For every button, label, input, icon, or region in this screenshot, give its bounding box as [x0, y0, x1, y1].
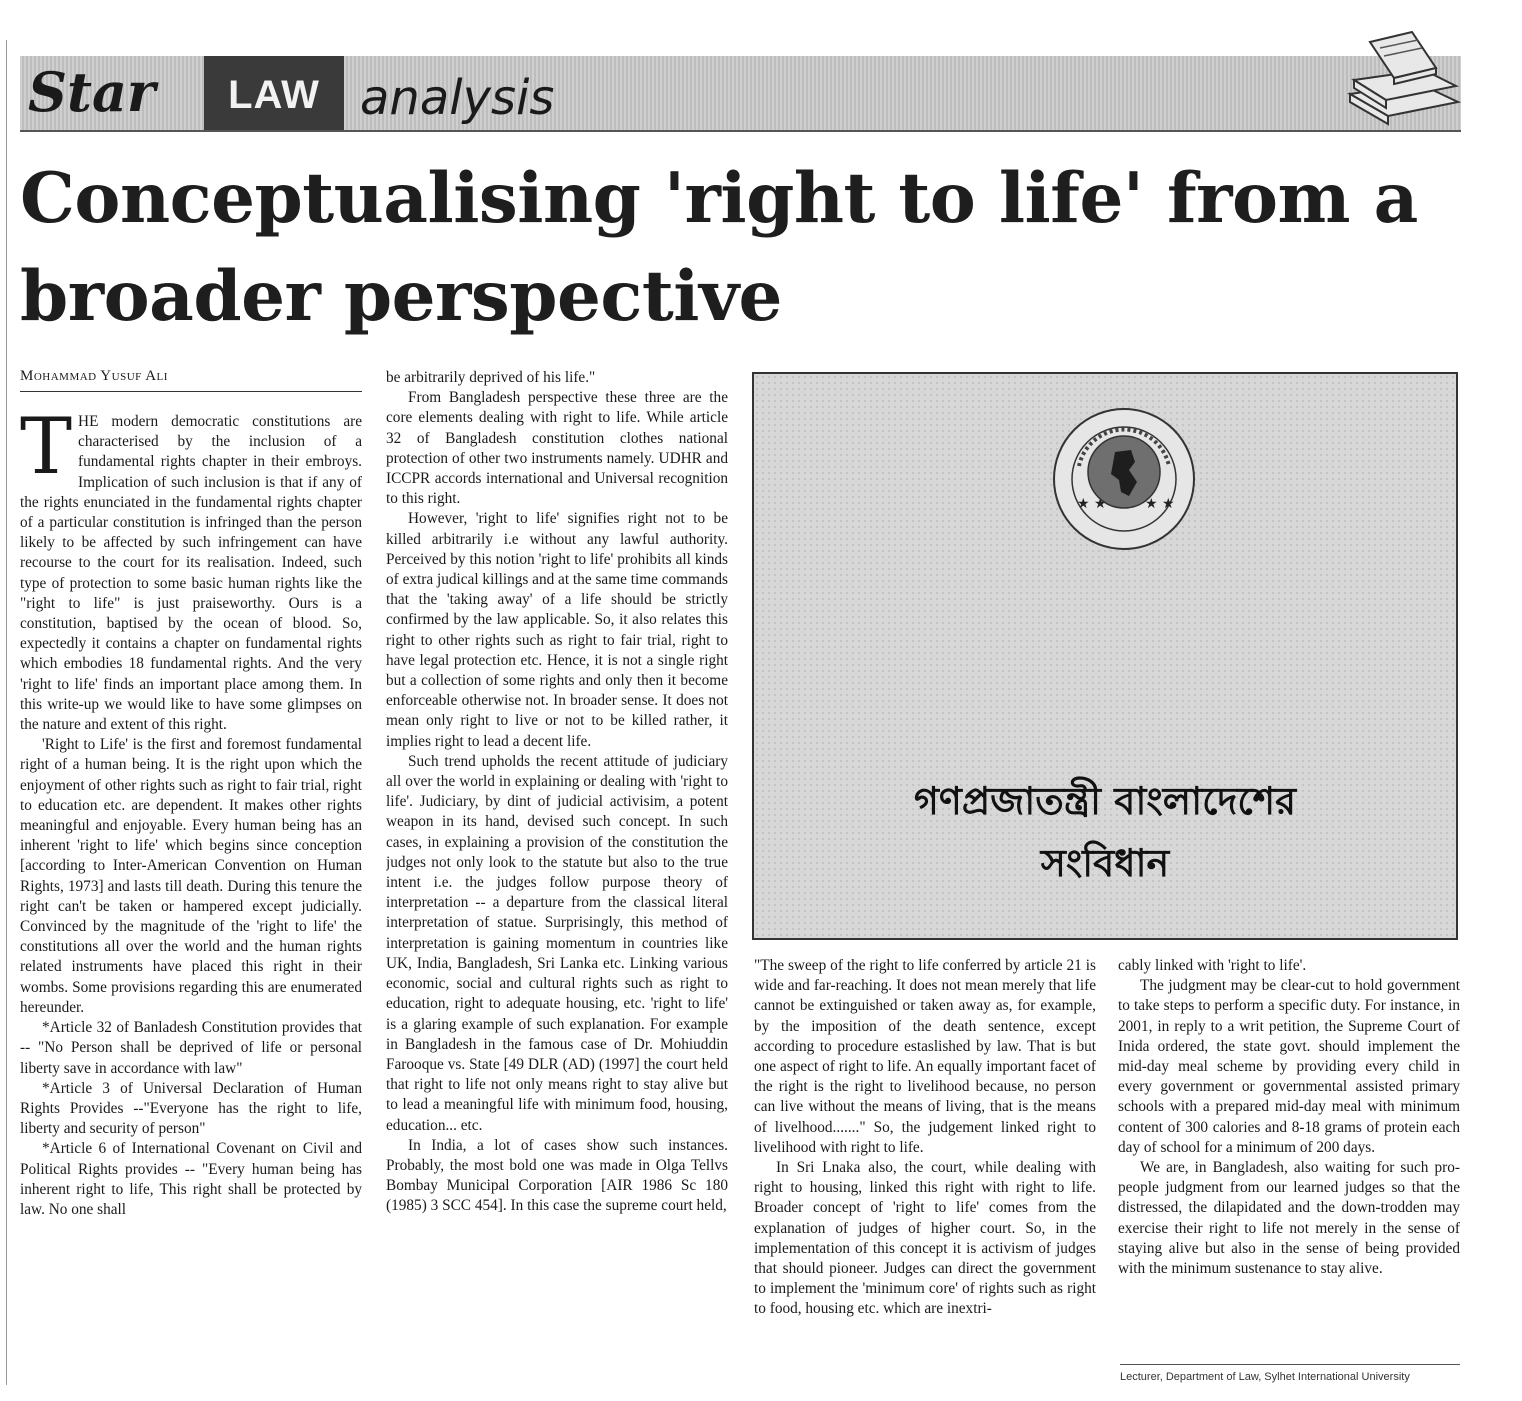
figure-title-line-1: গণপ্রজাতন্ত্রী বাংলাদেশের	[913, 779, 1296, 823]
article-column-4	[1118, 956, 1460, 1348]
body-paragraph: The judgment may be clear-cut to hold government to take steps to perform a specific duty. For instance, in 2001, in reply to a writ petition, the Supreme Court of Inida ordered, the state govt. should implement the mid-day meal scheme by providing every child in every government or governmental assisted primary schools with a prepared mid-day meal with minimum content of 300 calories and 8-18 grams of protein each day of school for a minimum of 200 days.	[1118, 977, 1460, 1156]
quote-paragraph: *Article 6 of International Covenant on Civil and Political Rights provides -- "Every human being has inherent right to life, This right shall be protected by law. No one shall	[20, 1140, 362, 1218]
quote-paragraph: *Article 3 of Universal Declaration of Human Rights Provides --"Everyone has the right to life, liberty and security of person"	[20, 1079, 362, 1138]
author-byline: Mohammad Yusuf Ali	[20, 368, 362, 392]
article-column-1	[20, 412, 362, 1387]
government-seal-icon	[1049, 404, 1199, 554]
svg-text:★ ★: ★ ★	[1077, 496, 1107, 512]
section-tagline: analysis	[360, 70, 555, 126]
body-paragraph: We are, in Bangladesh, also waiting for such pro-people judgment from our learned judges so that the distressed, the dilapidated and the down-trodden may exercise their right to life not merely in the sense of staying alive but also in the sense of being provided with the minimum sustenance to stay alive.	[1118, 1159, 1460, 1278]
brand-logo: Star	[28, 60, 156, 124]
drop-cap: T	[20, 412, 73, 492]
page-edge-rule	[6, 40, 7, 1385]
masthead	[20, 56, 1461, 132]
body-paragraph: However, 'right to life' signifies right not to be killed arbitrarily i.e without any lawful authority. Perceived by this notion 'right to life' prohibits all kinds of extra judical killings and at the same time commands that the 'taking away' of a life should be strictly confirmed by the law applicable. So, it also relates this right to other rights such as right to fair trial, right to have legal protection etc. Hence, it is not a single right but a collection of some rights and only then it become enforceable otherwise not. In broader sense. It does not mean only right to live or not to be killed rather, it implies right to lead a decent life.	[386, 510, 728, 750]
body-paragraph: Such trend upholds the recent attitude of judiciary all over the world in explaining or dealing with 'right to life'. Judiciary, by dint of judicial activisim, a potent weapon in its hand, devised such concept. In such cases, in explaining a provision of the constitution the judges not only look to the statute but also to the true intent i.e. the judges follow purpose theory of interpretation -- a departure from the classical literal interpretation of statue. Surprisingly, this method of interpretation is gaining momentum in countries like UK, India, Bangladesh, Sri Lanka etc. Linking various economic, social and cultural rights such as right to education, right to adequate housing, etc. 'right to life' is a glaring example of such explanation. For example in Bangladesh in the famous case of Dr. Mohiuddin Farooque vs. State [49 DLR (AD) (1997] the court held that right to life not only means right to stay alive but to lead a meaningful life with minimum food, housing, education... etc.	[386, 752, 728, 1134]
section-label: LAW	[204, 56, 344, 130]
quote-paragraph: "The sweep of the right to life conferred by article 21 is wide and far-reaching. It does not mean merely that life cannot be extinguished or taken away as, for example, by the imposition of the death sentence, except according to procedure estaslished by law. That is but one aspect of right to life. An equally important facet of the right is the right to livelihood because, no person can live without the means of living, that is the means of livelhood......." So, the judgement linked right to livelihood with right to life.	[754, 957, 1096, 1156]
body-paragraph: be arbitrarily deprived of his life."	[386, 369, 596, 386]
figure-title	[754, 770, 1456, 894]
body-paragraph: 'Right to Life' is the first and foremost fundamental right of a human being. It is the right upon which the enjoyment of other rights such as right to fair trial, right to education etc. are dependent. It makes other rights meaningful and enjoyable. Every human being has an inherent 'right to life' which begins since conception [according to Inter-American Convention on Human Rights, 1973] and lasts till death. During this tenure the right can't be taken or hampered except judicially. Convinced by the magnitude of the 'right to life' the constitutions all over the world and the human rights related instruments have placed this right in their wombs. Some provisions regarding this are enumerated hereunder.	[20, 736, 362, 1016]
constitution-cover-image	[752, 372, 1458, 940]
body-paragraph: From Bangladesh perspective these three are the core elements dealing with right to life. While article 32 of Bangladesh constitution clothes national protection of other two instruments namely. UDHR and ICCPR accords international and Universal recognition to this right.	[386, 389, 728, 508]
body-paragraph: In Sri Lnaka also, the court, while dealing with right to housing, linked this right with right to life. Broader concept of 'right to life' comes from the explanation of judges of higher court. So, in the implementation of this concept it is activism of judges that should pioneer. Judges can direct the government to implement the 'minimum core' of rights such as right to food, housing etc. which are inextri-	[754, 1159, 1096, 1318]
books-icon	[1340, 24, 1464, 132]
intro-paragraph: THE modern democratic constitutions are characterised by the inclusion of a fundamental rights chapter in their embroys. Implication of such inclusion is that if any of the rights enunciated in the fundamental rights chapter of a particular constitution is infringed than the person likely to be affected by such infringement can have recourse to the court for its realisation. Indeed, such type of protection to some basic human rights like the "right to life" is just praiseworthy. Ours is a constitution, baptised by the ocean of blood. So, expectedly it contains a chapter on fundamental rights which embodies 18 fundamental rights. And the very 'right to life' finds an important place among them. In this write-up we would like to have some glimpses on the nature and extent of this right.	[20, 412, 362, 734]
svg-text:★ ★: ★ ★	[1145, 496, 1175, 512]
article-headline: Conceptualising 'right to life' from a broader perspective	[20, 158, 1418, 337]
body-paragraph: cably linked with 'right to life'.	[1118, 957, 1307, 974]
article-column-2	[386, 368, 728, 1388]
article-column-3	[754, 956, 1096, 1388]
quote-paragraph: *Article 32 of Banladesh Constitution provides that -- "No Person shall be deprived of life or personal liberty save in accordance with law"	[20, 1019, 362, 1077]
author-affiliation: Lecturer, Department of Law, Sylhet International University	[1120, 1364, 1460, 1383]
body-paragraph: In India, a lot of cases show such instances. Probably, the most bold one was made in Olga Tellvs Bombay Municipal Corporation [AIR 1986 Sc 180 (1985) 3 SCC 454]. In this case the supreme court held,	[386, 1136, 728, 1215]
figure-title-line-2: সংবিধান	[1040, 841, 1170, 885]
